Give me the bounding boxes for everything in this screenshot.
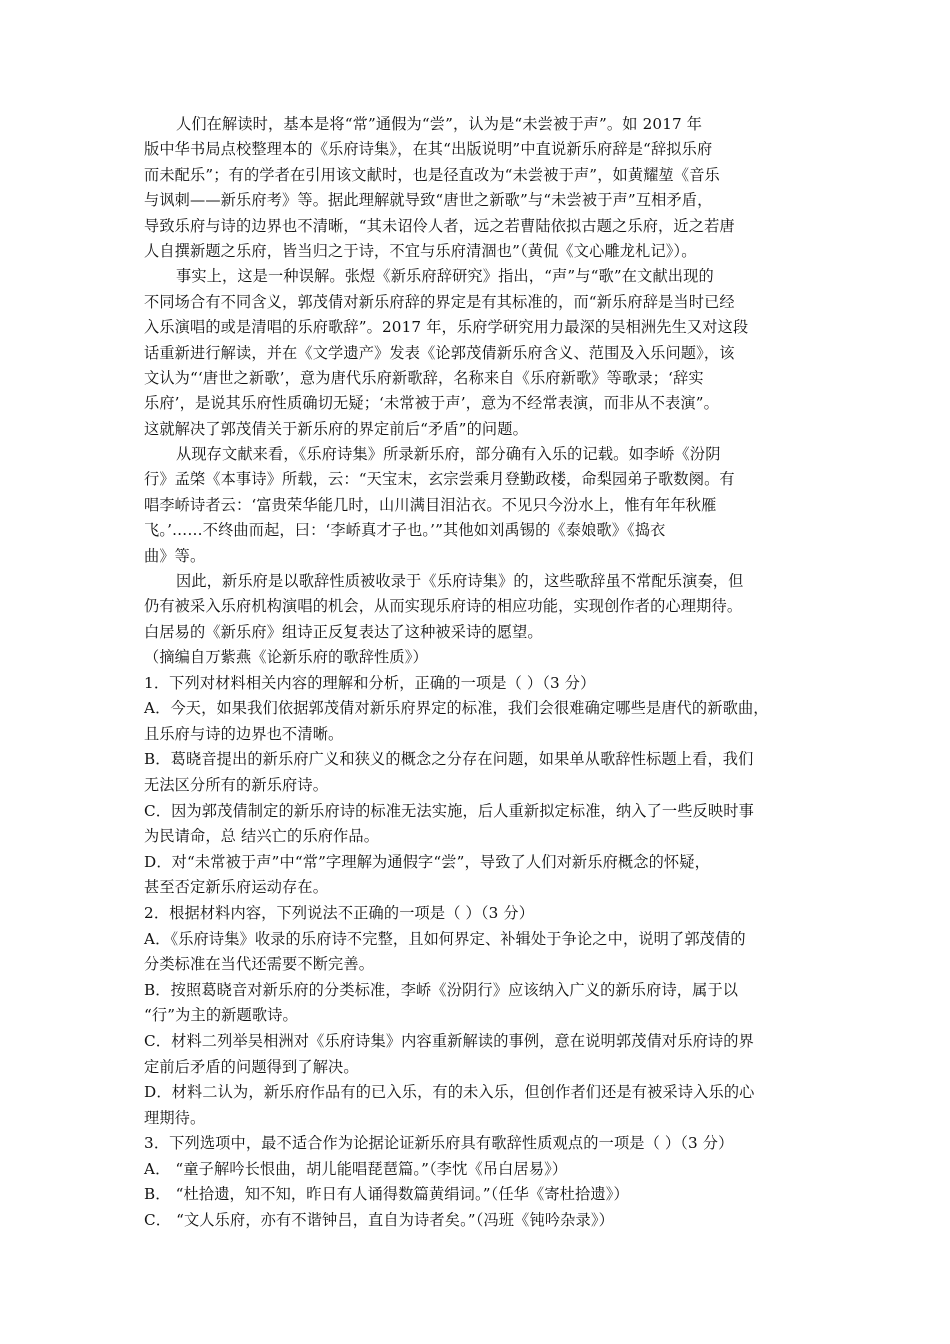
option-a — [144, 927, 810, 978]
text-line: 仍有被采入乐府机构演唱的机会，从而实现乐府诗的相应功能，实现创作者的心理期待。 — [144, 597, 743, 616]
option-line: 无法区分所有的新乐府诗。 — [144, 775, 329, 794]
question-stem: 1．下列对材料相关内容的理解和分析，正确的一项是（ ）（3 分） — [144, 673, 596, 692]
paragraph-4 — [144, 569, 810, 645]
question-stem: 2．根据材料内容，下列说法不正确的一项是（ ）（3 分） — [144, 903, 535, 922]
text-line: 版中华书局点校整理本的《乐府诗集》，在其“出版说明”中直说新乐府辞是“辞拟乐府 — [144, 140, 713, 159]
text-line: 曲》等。 — [144, 546, 206, 565]
option-line: “行”为主的新题歌诗。 — [144, 1006, 298, 1025]
text-line: 乐府’，是说其乐府性质确切无疑；‘未常被于声’，意为不经常表演，而非从不表演”。 — [144, 394, 719, 413]
question-stem: 3．下列选项中，最不适合作为论据论证新乐府具有歌辞性质观点的一项是（ ）（3 分） — [144, 1134, 734, 1153]
text-line: 导致乐府与诗的边界也不清晰，“其未诏伶人者，远之若曹陆依拟古题之乐府，近之若唐 — [144, 216, 735, 235]
question-1 — [144, 671, 810, 901]
option-b — [144, 747, 810, 798]
option-c — [144, 799, 810, 850]
text-line: 行》孟棨《本事诗》所载，云：“天宝末，玄宗尝乘月登勤政楼，命梨园弟子歌数阕。有 — [144, 470, 735, 489]
option-line: 理期待。 — [144, 1108, 206, 1127]
text-line: 因此，新乐府是以歌辞性质被收录于《乐府诗集》的，这些歌辞虽不常配乐演奏，但 — [176, 572, 744, 591]
paragraph-2 — [144, 264, 810, 442]
passage — [144, 112, 810, 671]
source-citation: （摘编自万紫燕《论新乐府的歌辞性质》） — [144, 648, 428, 667]
option-line: A．今天，如果我们依据郭茂倩对新乐府界定的标准，我们会很难确定哪些是唐代的新歌曲， — [144, 699, 769, 718]
option-line: 定前后矛盾的问题得到了解决。 — [144, 1057, 359, 1076]
text-line: 从现存文献来看，《乐府诗集》所录新乐府，部分确有入乐的记载。如李峤《汾阴 — [176, 445, 721, 464]
option-line: 为民请命，总 结兴亡的乐府作品。 — [144, 827, 380, 846]
paragraph-3 — [144, 442, 810, 569]
option-line: B．按照葛晓音对新乐府的分类标准，李峤《汾阴行》应该纳入广义的新乐府诗，属于以 — [144, 980, 739, 999]
option-line: B．葛晓音提出的新乐府广义和狭义的概念之分存在问题，如果单从歌辞性标题上看，我们 — [144, 750, 754, 769]
text-line: 白居易的《新乐府》组诗正反复表达了这种被采诗的愿望。 — [144, 622, 543, 641]
option-d — [144, 1080, 810, 1131]
text-line: 话重新进行解读，并在《文学遗产》发表《论郭茂倩新乐府含义、范围及入乐问题》，该 — [144, 343, 735, 362]
paragraph-1 — [144, 112, 810, 264]
text-line: 入乐演唱的或是清唱的乐府歌辞”。2017 年，乐府学研究用力最深的吴相洲先生又对这段 — [144, 318, 749, 337]
text-line: 人自撰新题之乐府，皆当归之于诗，不宜与乐府清涸也”（黄侃《文心雕龙札记》）。 — [144, 241, 697, 260]
text-line: 与讽刺——新乐府考》等。据此理解就导致“唐世之新歌”与“未尝被于声”互相矛盾， — [144, 191, 713, 210]
exam-page — [144, 112, 810, 1234]
question-3 — [144, 1131, 810, 1233]
option-line: A．《乐府诗集》收录的乐府诗不完整，且如何界定、补辑处于争论之中，说明了郭茂倩的 — [144, 929, 746, 948]
option-line: 且乐府与诗的边界也不清晰。 — [144, 724, 344, 743]
text-line: 事实上，这是一种误解。张煜《新乐府辞研究》指出，“声”与“歌”在文献出现的 — [176, 267, 714, 286]
option-b: B． “杜拾遗，知不知，昨日有人诵得数篇黄绢词。”（任华《寄杜拾遗》） — [144, 1185, 629, 1204]
option-a: A． “童子解吟长恨曲，胡儿能唱琵琶篇。”（李忱《吊白居易》） — [144, 1159, 568, 1178]
text-line: 人们在解读时，基本是将“常”通假为“尝”，认为是“未尝被于声”。如 2017 年 — [176, 115, 703, 133]
option-line: D．材料二认为，新乐府作品有的已入乐，有的未入乐，但创作者们还是有被采诗入乐的心 — [144, 1083, 755, 1102]
option-line: 甚至否定新乐府运动存在。 — [144, 878, 329, 897]
option-line: C．因为郭茂倩制定的新乐府诗的标准无法实施，后人重新拟定标准，纳入了一些反映时事 — [144, 801, 754, 820]
option-line: D．对“未常被于声”中“常”字理解为通假字“尝”，导致了人们对新乐府概念的怀疑， — [144, 852, 710, 871]
option-c — [144, 1029, 810, 1080]
text-line: 不同场合有不同含义，郭茂倩对新乐府辞的界定是有其标准的，而“新乐府辞是当时已经 — [144, 292, 735, 311]
text-line: 飞。’……不终曲而起，曰：‘李峤真才子也。’”其他如刘禹锡的《泰娘歌》《捣衣 — [144, 521, 666, 540]
text-line: 这就解决了郭茂倩关于新乐府的界定前后“矛盾”的问题。 — [144, 419, 528, 438]
option-line: 分类标准在当代还需要不断完善。 — [144, 955, 375, 974]
question-2 — [144, 901, 810, 1131]
option-c: C． “文人乐府，亦有不谐钟吕，直自为诗者矣。”（冯班《钝吟杂录》） — [144, 1211, 614, 1230]
text-line: 而未配乐”；有的学者在引用该文献时，也是径直改为“未尝被于声”，如黄耀堃《音乐 — [144, 165, 720, 184]
option-b — [144, 978, 810, 1029]
option-d — [144, 850, 810, 901]
text-line: 文认为“‘唐世之新歌’，意为唐代乐府新歌辞，名称来自《乐府新歌》等歌录；‘辞实 — [144, 368, 704, 387]
option-a — [144, 696, 810, 747]
text-line: 唱李峤诗者云：‘富贵荣华能几时，山川满目泪沾衣。不见只今汾水上，惟有年年秋雁 — [144, 495, 717, 514]
option-line: C．材料二列举吴相洲对《乐府诗集》内容重新解读的事例，意在说明郭茂倩对乐府诗的界 — [144, 1031, 754, 1050]
